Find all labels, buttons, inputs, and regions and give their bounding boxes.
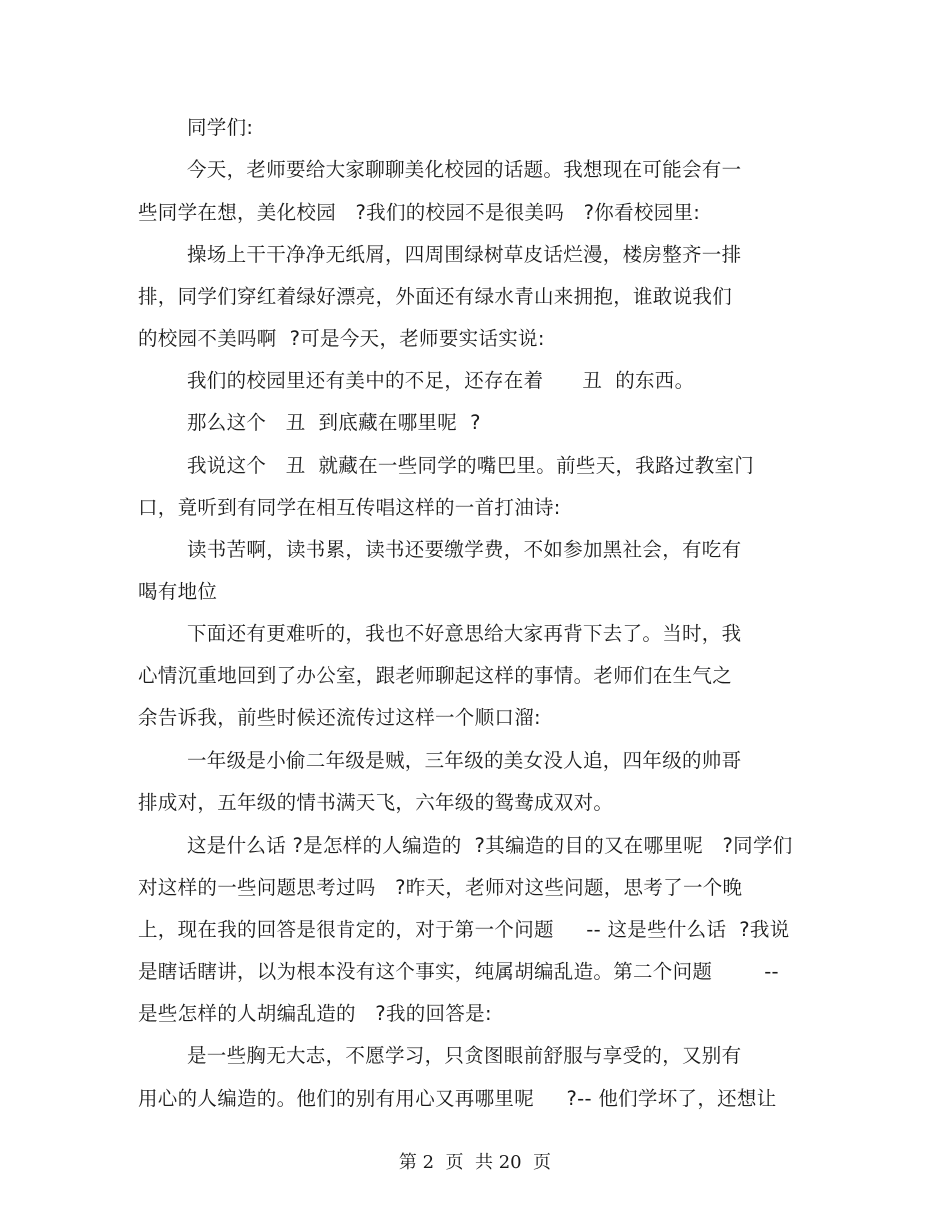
text-line: 我说这个 丑 就藏在一些同学的嘴巴里。前些天，我路过教室门: [187, 454, 755, 477]
page-number-footer: 第 2 页 共 20 页: [398, 1152, 552, 1173]
text-line: 的校园不美吗啊 ?可是今天，老师要实话实说:: [138, 327, 545, 350]
text-line: 这是什么话 ?是怎样的人编造的 ?其编造的目的又在哪里呢 ?同学们: [187, 834, 793, 857]
text-line: 排，同学们穿红着绿好漂亮，外面还有绿水青山来拥抱，谁敢说我们: [138, 285, 733, 308]
text-line: 用心的人编造的。他们的别有用心又再哪里呢 ?-- 他们学坏了，还想让: [138, 1087, 777, 1110]
text-line: 今天，老师要给大家聊聊美化校园的话题。我想现在可能会有一: [187, 158, 742, 181]
text-line: 对这样的一些问题思考过吗 ?昨天，老师对这些问题，思考了一个晚: [138, 876, 743, 899]
text-line: 一年级是小偷二年级是贼，三年级的美女没人追，四年级的帅哥: [187, 749, 742, 772]
text-line: 心情沉重地回到了办公室，跟老师聊起这样的事情。老师们在生气之: [138, 664, 733, 687]
text-line: 上，现在我的回答是很肯定的，对于第一个问题 -- 这是些什么话 ?我说: [138, 918, 790, 941]
text-line: 下面还有更难听的，我也不好意思给大家再背下去了。当时，我: [187, 622, 742, 645]
text-line: 我们的校园里还有美中的不足，还存在着 丑 的东西。: [187, 369, 695, 392]
text-line: 是一些胸无大志，不愿学习，只贪图眼前舒服与享受的，又别有: [187, 1044, 742, 1067]
text-line: 口，竟听到有同学在相互传唱这样的一首打油诗:: [138, 496, 561, 519]
text-line: 是瞎话瞎讲，以为根本没有这个事实，纯属胡编乱造。第二个问题 --: [138, 960, 779, 983]
text-line: 喝有地位: [138, 580, 218, 603]
text-line: 那么这个 丑 到底藏在哪里呢 ?: [187, 411, 481, 434]
text-line: 余告诉我，前些时候还流传过这样一个顺口溜:: [138, 706, 541, 729]
text-line: 些同学在想，美化校园 ?我们的校园不是很美吗 ?你看校园里:: [138, 201, 701, 224]
text-line: 同学们:: [187, 116, 254, 139]
text-line: 操场上干干净净无纸屑，四周围绿树草皮话烂漫，楼房整齐一排: [187, 243, 742, 266]
text-line: 排成对，五年级的情书满天飞，六年级的鸳鸯成双对。: [138, 791, 614, 814]
text-line: 是些怎样的人胡编乱造的 ?我的回答是:: [138, 1002, 492, 1025]
text-line: 读书苦啊，读书累，读书还要缴学费，不如参加黑社会，有吃有: [187, 538, 742, 561]
